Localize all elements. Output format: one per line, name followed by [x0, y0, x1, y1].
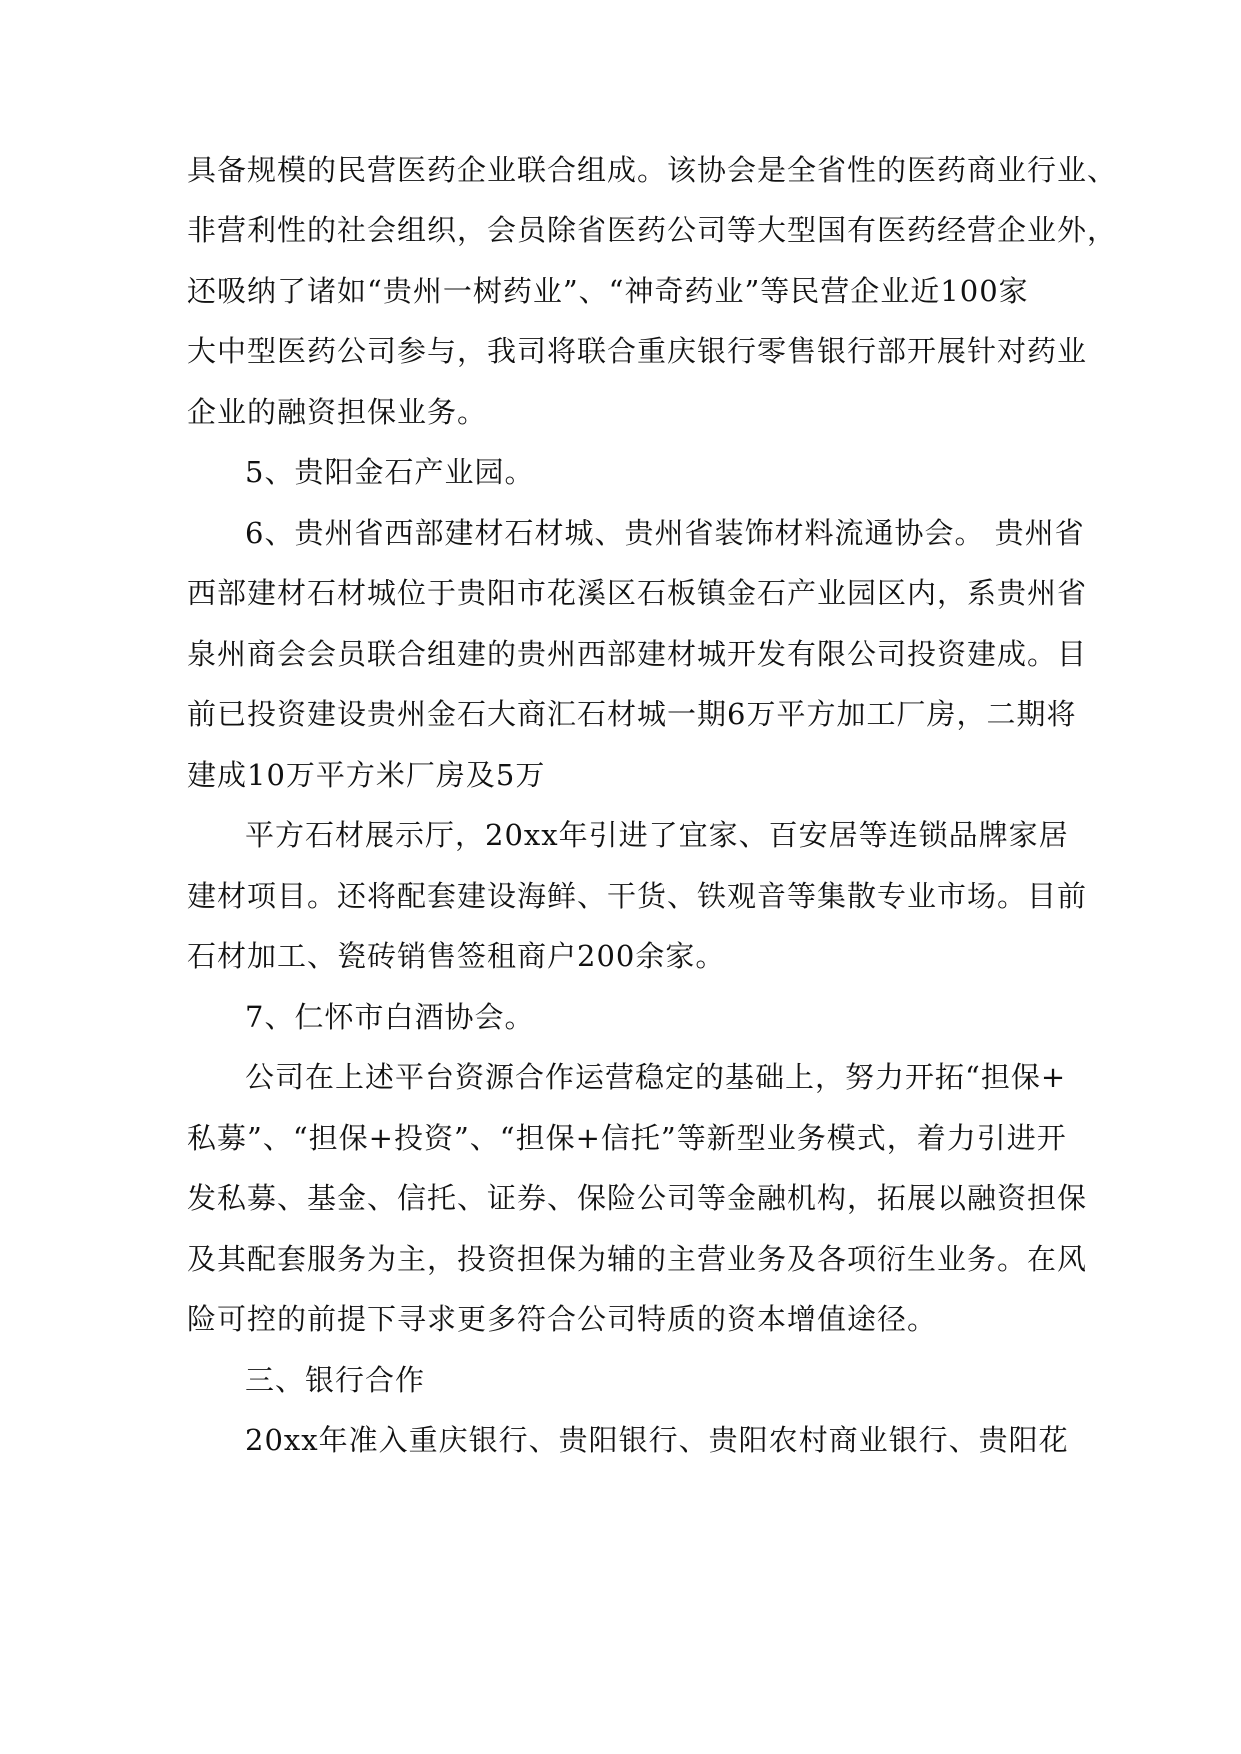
paragraph-line: 石材加工、瓷砖销售签租商户200余家。	[187, 939, 726, 973]
paragraph-line: 发私募、基金、信托、证券、保险公司等金融机构，拓展以融资担保	[187, 1181, 1088, 1215]
paragraph-line: 私募”、“担保+投资”、“担保+信托”等新型业务模式，着力引进开	[187, 1121, 1067, 1155]
paragraph-line: 及其配套服务为主，投资担保为辅的主营业务及各项衍生业务。在风	[187, 1242, 1088, 1276]
paragraph-line: 建材项目。还将配套建设海鲜、干货、铁观音等集散专业市场。目前	[187, 879, 1088, 913]
paragraph-line: 20xx年准入重庆银行、贵阳银行、贵阳农村商业银行、贵阳花	[245, 1423, 1069, 1457]
section-heading: 三、银行合作	[245, 1363, 426, 1397]
paragraph-line: 西部建材石材城位于贵阳市花溪区石板镇金石产业园区内，系贵州省	[187, 576, 1088, 610]
list-item: 7、仁怀市白酒协会。	[245, 1000, 535, 1034]
list-item: 5、贵阳金石产业园。	[245, 455, 535, 489]
paragraph-line: 还吸纳了诸如“贵州一树药业”、“神奇药业”等民营企业近100家	[187, 274, 1029, 308]
paragraph-line: 平方石材展示厅，20xx年引进了宜家、百安居等连锁品牌家居	[245, 818, 1069, 852]
paragraph-line: 建成10万平方米厂房及5万	[187, 758, 546, 792]
paragraph-line: 泉州商会会员联合组建的贵州西部建材城开发有限公司投资建成。目	[187, 637, 1088, 671]
paragraph-line: 企业的融资担保业务。	[187, 395, 488, 429]
paragraph-line: 具备规模的民营医药企业联合组成。该协会是全省性的医药商业行业、	[187, 153, 1118, 187]
paragraph-line: 大中型医药公司参与，我司将联合重庆银行零售银行部开展针对药业	[187, 334, 1088, 368]
list-item: 6、贵州省西部建材石材城、贵州省装饰材料流通协会。 贵州省	[245, 516, 1085, 550]
paragraph-line: 前已投资建设贵州金石大商汇石材城一期6万平方加工厂房，二期将	[187, 697, 1077, 731]
paragraph-line: 非营利性的社会组织，会员除省医药公司等大型国有医药经营企业外，	[187, 213, 1118, 247]
paragraph-line: 公司在上述平台资源合作运营稳定的基础上，努力开拓“担保+	[245, 1060, 1067, 1094]
paragraph-line: 险可控的前提下寻求更多符合公司特质的资本增值途径。	[187, 1302, 938, 1336]
